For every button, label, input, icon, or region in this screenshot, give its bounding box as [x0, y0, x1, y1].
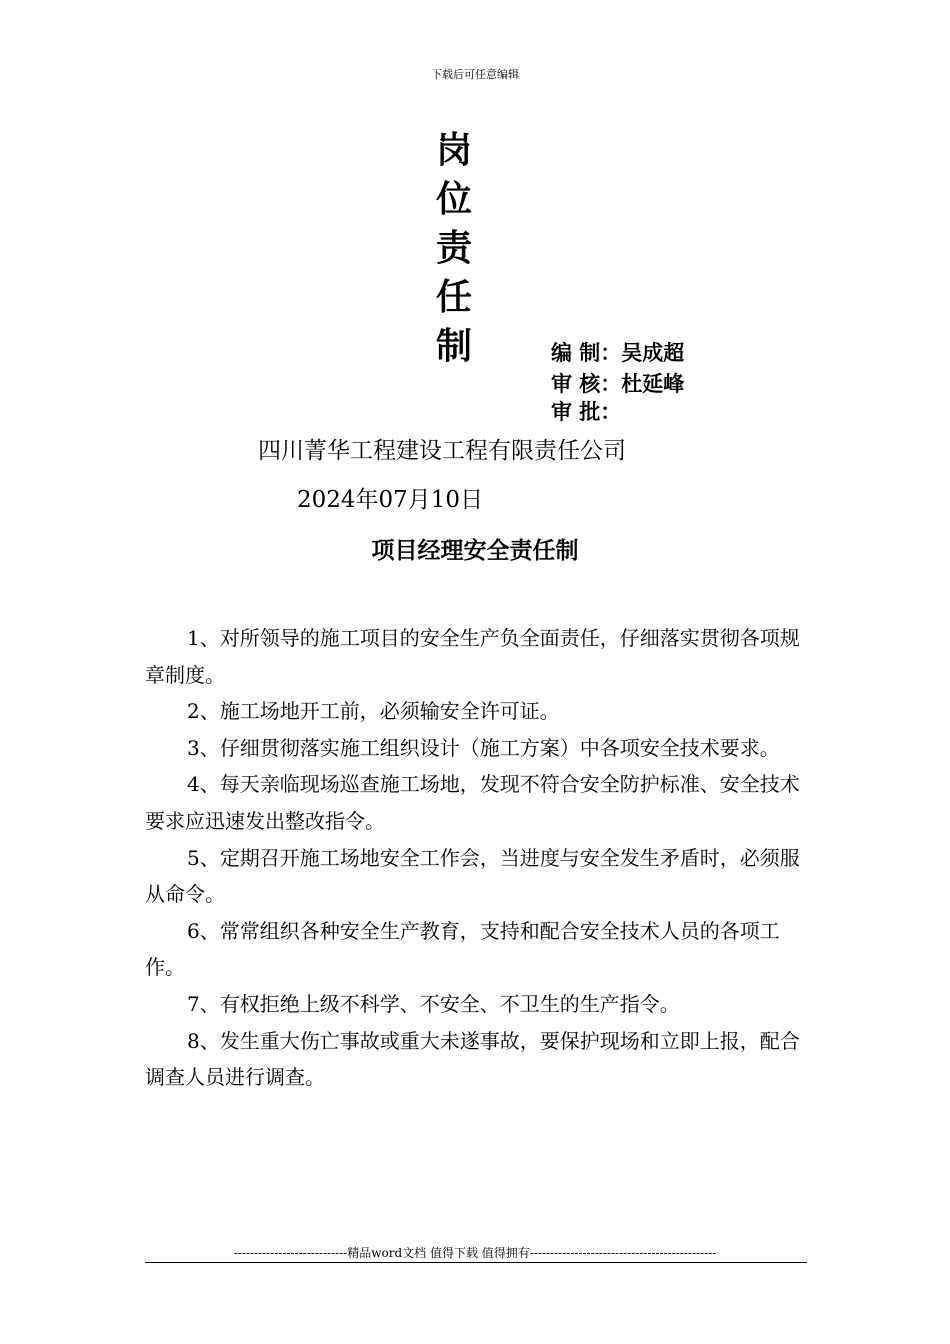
- list-item: 5、定期召开施工场地安全工作会，当进度与安全发生矛盾时，必须服从命令。: [145, 845, 800, 907]
- list-item: 1、对所领导的施工项目的安全生产负全面责任，仔细落实贯彻各项规章制度。: [145, 626, 800, 687]
- cover-title-char: 责: [436, 228, 473, 269]
- list-item: 6、常常组织各种安全生产教育，支持和配合安全技术人员的各项工作。: [145, 918, 780, 980]
- list-item: 3、仔细贯彻落实施工组织设计（施工方案）中各项安全技术要求。: [187, 735, 780, 760]
- footer-divider: [145, 1262, 807, 1263]
- cover-title-char: 位: [436, 179, 473, 220]
- signoff-block: [551, 338, 684, 424]
- approver-line: 审 批：: [551, 400, 622, 424]
- responsibility-list: [145, 620, 810, 1096]
- page-footer-note: ----------------------------精品word文档 值得下载 值得拥有----------------------------------------------: [233, 1246, 717, 1260]
- list-item: 4、每天亲临现场巡查施工场地，发现不符合安全防护标准、安全技术要求应迅速发出整改指令。: [145, 772, 800, 833]
- document-title: 项目经理安全责任制: [371, 538, 579, 564]
- list-item: 8、发生重大伤亡事故或重大未遂事故，要保护现场和立即上报，配合调查人员进行调查。: [145, 1028, 800, 1090]
- company-name: 四川菁华工程建设工程有限责任公司: [258, 438, 626, 464]
- reviewer-line: 审 核：杜延峰: [551, 372, 685, 396]
- vertical-cover-title: [436, 126, 480, 371]
- cover-title-char: 岗: [436, 130, 473, 171]
- page-header-note: 下载后可任意编辑: [431, 68, 519, 81]
- list-item: 2、施工场地开工前，必须输安全许可证。: [187, 699, 560, 724]
- list-item: 7、有权拒绝上级不科学、不安全、不卫生的生产指令。: [187, 991, 680, 1016]
- compiler-line: 编 制：吴成超: [551, 341, 685, 365]
- cover-title-char: 制: [436, 326, 473, 367]
- cover-title-char: 任: [436, 277, 473, 318]
- document-date: 2024年07月10日: [297, 487, 484, 513]
